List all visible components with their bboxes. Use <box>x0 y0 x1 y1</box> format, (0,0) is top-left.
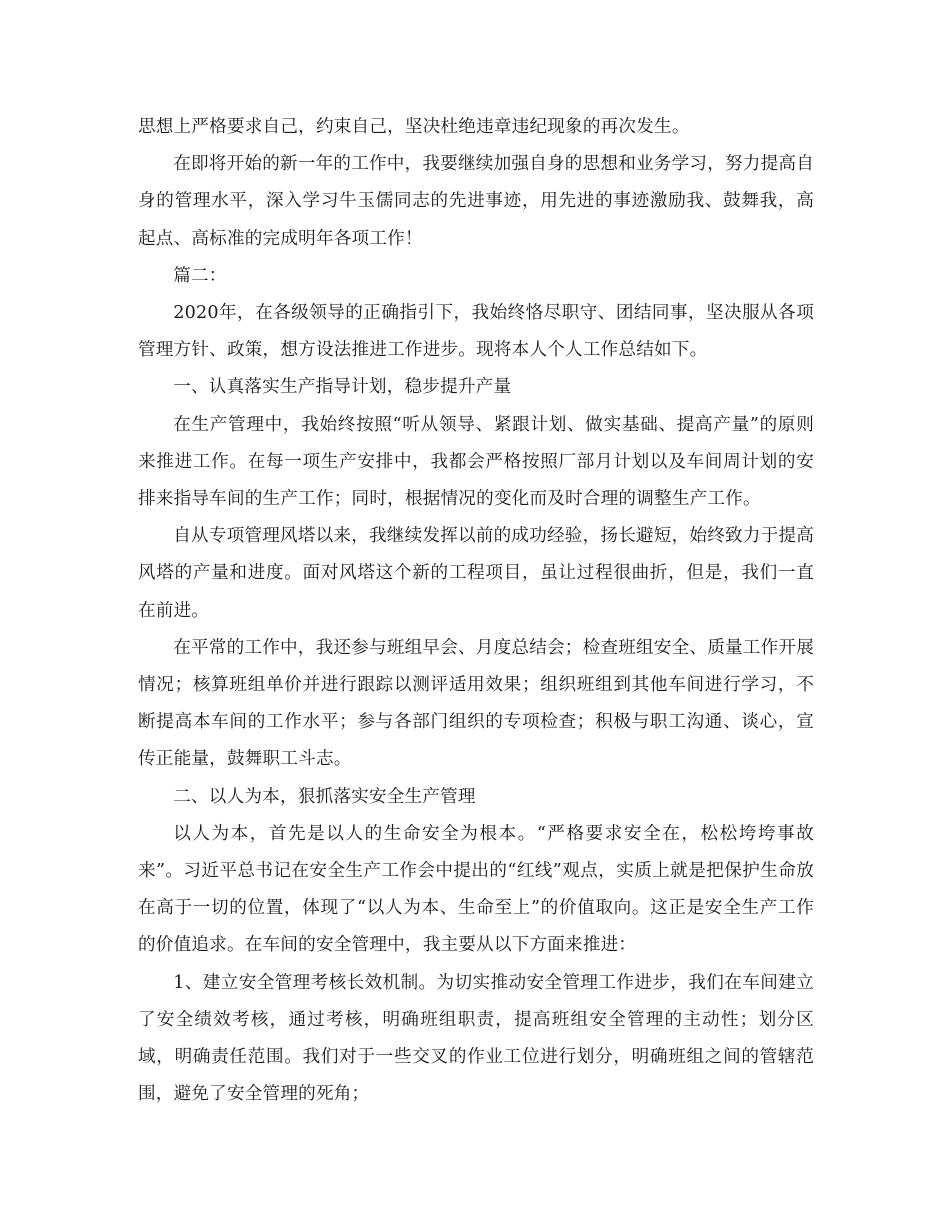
paragraph-intro-2020: 2020年，在各级领导的正确指引下，我始终恪尽职守、团结同事，坚决服从各项管理方针、政策，想方设法推进工作进步。现将本人个人工作总结如下。 <box>138 303 814 361</box>
paragraph-wind-tower: 自从专项管理风塔以来，我继续发挥以前的成功经验，扬长避短，始终致力于提高风塔的产量和进度。面对风塔这个新的工程项目，虽让过程很曲折，但是，我们一直在前进。 <box>138 526 814 621</box>
section-heading-pian-er: 篇二： <box>173 265 227 286</box>
paragraph-2: 在即将开始的新一年的工作中，我要继续加强自身的思想和业务学习，努力提高自身的管理水平，深入学习牛玉儒同志的先进事迹，用先进的事迹激励我、鼓舞我，高起点、高标准的完成明年各项工作！ <box>138 154 814 249</box>
paragraph-safety-mechanism: 1、建立安全管理考核长效机制。为切实推动安全管理工作进步，我们在车间建立了安全绩效考核，通过考核，明确班组职责，提高班组安全管理的主动性；划分区域，明确责任范围。我们对于一些交叉的作业工位进行划分，明确班组之间的管辖范围，避免了安全管理的死角； <box>138 972 814 1105</box>
paragraph-safety: 以人为本，首先是以人的生命安全为根本。“严格要求安全在，松松垮垮事故来”。习近平总书记在安全生产工作会中提出的“红线”观点，实质上就是把保护生命放在高于一切的位置，体现了“以人为本、生命至上”的价值取向。这正是安全生产工作的价值追求。在车间的安全管理中，我主要从以下方面来推进： <box>138 823 814 956</box>
paragraph-1: 思想上严格要求自己，约束自己，坚决杜绝违章违纪现象的再次发生。 <box>138 117 690 137</box>
document-page <box>138 109 814 1113</box>
paragraph-daily-work: 在平常的工作中，我还参与班组早会、月度总结会；检查班组安全、质量工作开展情况；核算班组单价并进行跟踪以测评适用效果；组织班组到其他车间进行学习，不断提高本车间的工作水平；参与各部门组织的专项检查；积极与职工沟通、谈心，宣传正能量，鼓舞职工斗志。 <box>138 637 814 770</box>
section-heading-1: 一、认真落实生产指导计划，稳步提升产量 <box>173 377 512 398</box>
paragraph-production: 在生产管理中，我始终按照“听从领导、紧跟计划、做实基础、提高产量”的原则来推进工作。在每一项生产安排中，我都会严格按照厂部月计划以及车间周计划的安排来指导车间的生产工作；同时，根据情况的变化而及时合理的调整生产工作。 <box>138 414 814 510</box>
section-heading-2: 二、以人为本，狠抓落实安全生产管理 <box>173 786 476 807</box>
